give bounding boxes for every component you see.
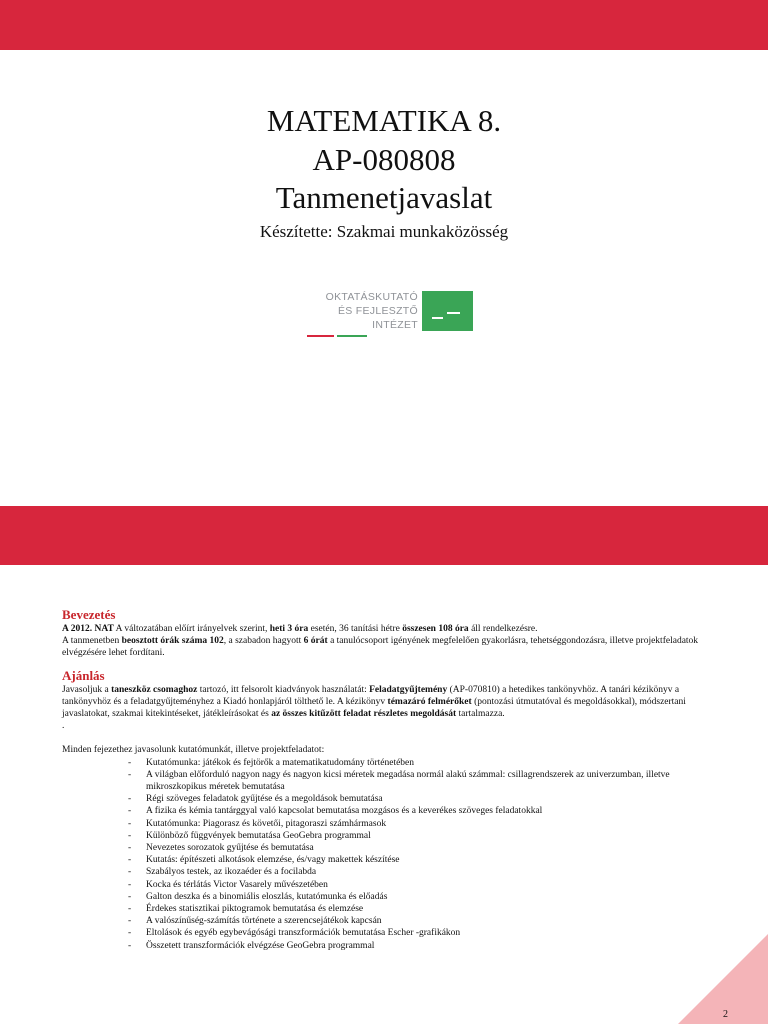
projects-intro: Minden fejezethez javasolunk kutatómunkát, illetve projektfeladatot: [62, 745, 325, 756]
institute-logo [305, 290, 475, 340]
list-item: - Nevezetes sorozatok gyűjtése és bemutatása [128, 842, 726, 854]
list-item: - Kocka és térlátás Victor Vasarely művészetében [128, 879, 726, 891]
title-code: AP-080808 [312, 142, 456, 177]
cover-title-block [0, 100, 768, 242]
list-item: - A fizika és kémia tantárggyal való kapcsolat bemutatása mozgásos és a keverékes szöveges feladatokkal [128, 805, 726, 817]
list-item: - Régi szöveges feladatok gyűjtése és a megoldások bemutatása [128, 793, 726, 805]
recommend-paragraph: Javasoljuk a taneszköz csomaghoz tartozó, itt felsorolt kiadványok használatát: Feladatgyűjtemény (AP-070810) a hetedikes tankönyvhöz. A tanári kézikönyv a tankönyvhöz és a feladatgyűjteményhez a Kiadó honlapjáról tölthető le. A kézikönyv témazáró felmérőket (pontozási útmutatóval és megoldásokkal), módszertani javaslatokat, szakmai kitekintéseket, játékleírásokat és az összes kitűzött feladat részletes megoldását tartalmazza. [62, 684, 686, 720]
intro-paragraph-1: A 2012. NAT A változatában előírt irányelvek szerint, heti 3 óra esetén, 36 tanítási hétre összesen 108 óra áll rendelkezésre. [62, 624, 538, 634]
heading-recommendation: Ajánlás [62, 667, 105, 683]
list-item: - A világban előforduló nagyon nagy és nagyon kicsi méretek megadása normál alakú számmal: csillagrendszerek az univerzumban, illetve mikroszkopikus méretek bemutatása [128, 769, 726, 793]
list-item: - Galton deszka és a binomiális eloszlás, kutatómunka és előadás [128, 891, 726, 903]
project-list [62, 757, 726, 952]
heading-introduction: Bevezetés [62, 607, 116, 622]
stray-dot: . [62, 721, 65, 732]
author-line: Készítette: Szakmai munkaközösség [259, 222, 509, 241]
top-red-band [0, 0, 768, 50]
list-item: - Különböző függvények bemutatása GeoGebra programmal [128, 830, 726, 842]
intro-paragraph-2: A tanmenetben beosztott órák száma 102, a szabadon hagyott 6 órát a tanulócsoport igényének megfelelően gyakorlásra, tehetséggondozásra, illetve projektfeladatok elvégzésére lehet fordítani. [62, 636, 699, 659]
list-item: - Szabályos testek, az ikozaéder és a focilabda [128, 866, 726, 878]
list-item: - Érdekes statisztikai piktogramok bemutatása és elemzése [128, 903, 726, 915]
page-number: 2 [723, 1009, 728, 1020]
list-item: - Kutatómunka: Piagorasz és követői, pitagoraszi számhármasok [128, 818, 726, 830]
list-item: - Kutatás: építészeti alkotások elemzése, és/vagy makettek készítése [128, 854, 726, 866]
title-subject: MATEMATIKA 8. [266, 103, 502, 138]
list-item: - Kutatómunka: játékok és fejtörők a matematikatudomány történetében [128, 757, 726, 769]
title-document-type: Tanmenetjavaslat [275, 180, 493, 215]
list-item: - Összetett transzformációk elvégzése GeoGebra programmal [128, 940, 726, 952]
ofi-logo-icon [422, 291, 473, 331]
document-body [62, 607, 726, 952]
middle-red-band [0, 506, 768, 565]
list-item: - A valószínűség-számítás története a szerencsejátékok kapcsán [128, 915, 726, 927]
logo-text: OKTATÁSKUTATÓ ÉS FEJLESZTŐ INTÉZET [325, 291, 418, 331]
list-item: - Eltolások és egyéb egybevágósági transzformációk bemutatása Escher -grafikákon [128, 927, 726, 939]
